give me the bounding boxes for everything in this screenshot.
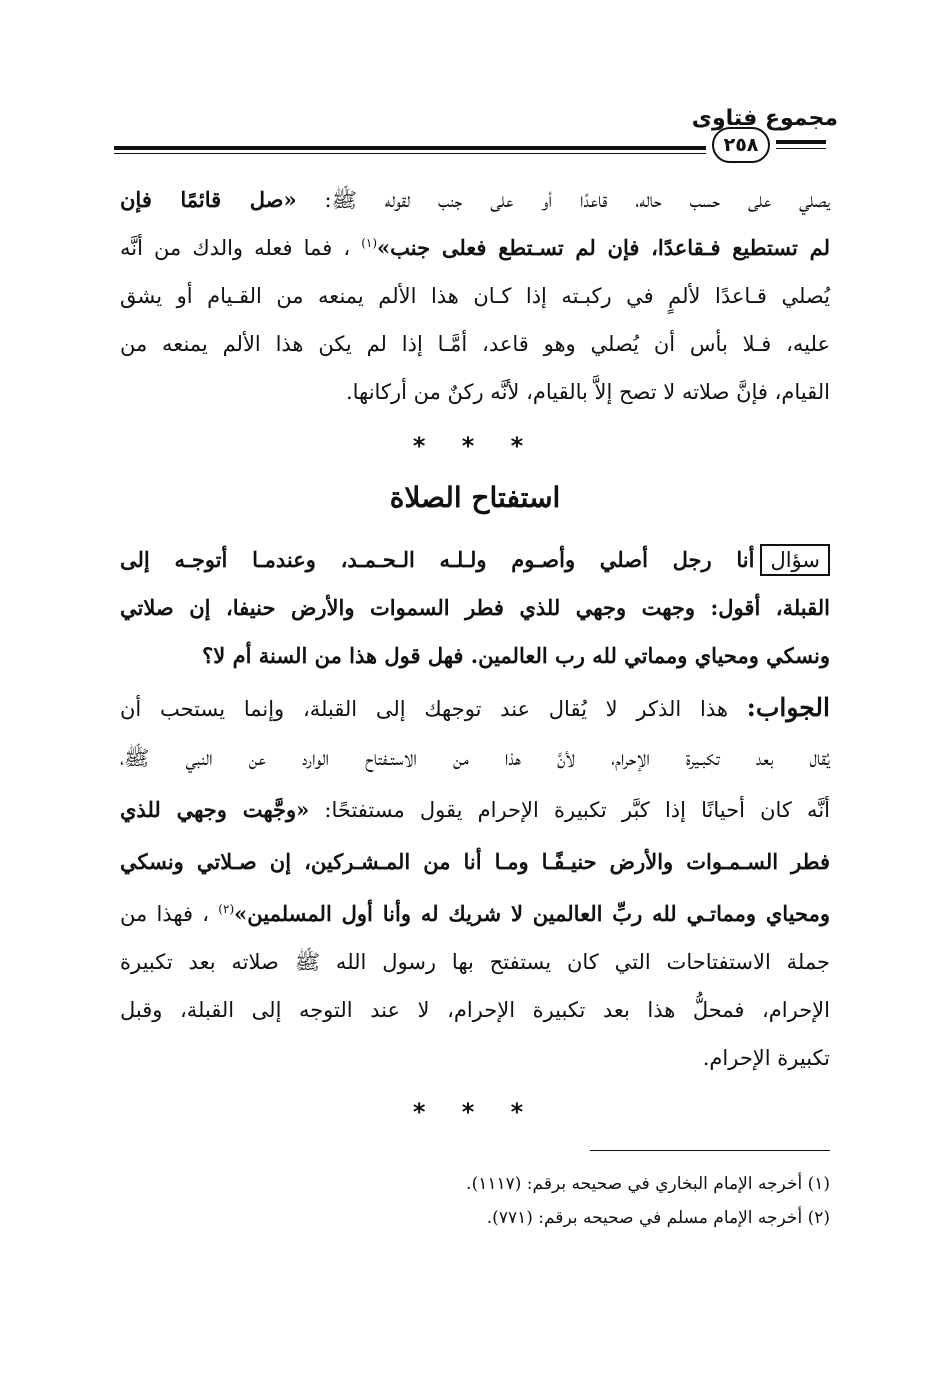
text-run: يصلي على حسب حاله، قاعدًا أو على جنب لقوله ﷺ:: [296, 188, 830, 212]
section-separator: * * *: [412, 432, 538, 460]
text-run: ، فهذا من: [120, 902, 219, 926]
section-title: استفتاح الصلاة: [389, 481, 561, 514]
question-label-box: سؤال: [760, 544, 830, 576]
answer-line: جملة الاستفتاحات التي كان يستفتح بها رسول الله ﷺ صلاته بعد تكبيرة: [120, 950, 830, 974]
header-rule: [114, 146, 706, 150]
hadith-quote: «وجَّهت وجهي للذي: [120, 797, 310, 822]
header-rule-thin: [114, 153, 706, 154]
text-run: أنَّه كان أحيانًا إذا كبَّر تكبيرة الإحرام يقول مستفتحًا:: [309, 798, 830, 822]
running-header-title: مجموع فتاوى: [691, 106, 838, 131]
header-rule-right: [776, 140, 826, 144]
answer-line: تكبيرة الإحرام.: [702, 1046, 830, 1070]
hadith-quote: ومحياي ومماتـي لله ربِّ العالمين لا شريك له وأنا أول المسلمين»: [234, 901, 830, 926]
answer-line: فطر السـمـوات والأرض حنيـفًـا ومـا أنا من المـشـركين، إن صـلاتي ونسكي: [120, 849, 830, 874]
question-line: القبلة، أقول: وجهت وجهي للذي فطر السموات والأرض حنيفا، إن صلاتي: [120, 595, 830, 620]
answer-line: [120, 894, 830, 934]
paragraph-line: عليه، فـلا بأس أن يُصلي وهو قاعد، أمَّـا إذا لم يكن هذا الألم يمنعه من: [120, 332, 830, 356]
answer-line: [120, 790, 830, 830]
question-text: أنا رجل أصلي وأصـوم ولـلـه الـحـمـد، وعندمـا أتوجـه إلى: [120, 547, 755, 572]
hadith-quote: لم تستطيع فـقاعدًا، فإن لم تسـتطع فعلى جنب»: [377, 235, 830, 260]
header-rule-right-thin: [776, 148, 826, 149]
section-separator: * * *: [412, 1098, 538, 1126]
question-line: [120, 540, 830, 580]
footnote: (٢) أخرجه الإمام مسلم في صحيحه برقم: (٧٧١).: [486, 1208, 830, 1228]
paragraph-line: يُصلي قـاعدًا لألمٍ في ركبـته إذا كـان هذا الألم يمنعه من القـيام أو يشق: [120, 284, 830, 308]
answer-line: الإحرام، فمحلُّ هذا بعد تكبيرة الإحرام، لا عند التوجه إلى القبلة، وقبل: [120, 998, 830, 1022]
paragraph-line: [120, 228, 830, 268]
text-run: هذا الذكر لا يُقال عند توجهك إلى القبلة، وإنما يستحب أن: [120, 697, 747, 721]
footnote-rule: [590, 1150, 830, 1151]
question-line: ونسكي ومحياي ومماتي لله رب العالمين. فهل قول هذا من السنة أم لا؟: [202, 643, 830, 668]
page-number-badge: ٢٥٨: [712, 127, 770, 163]
hadith-quote: «صل قائمًا فإن: [120, 187, 297, 212]
answer-line: [120, 688, 830, 728]
footnote-ref: (٢): [218, 902, 235, 916]
paragraph-line: القيام، فإنَّ صلاته لا تصح إلاَّ بالقيام، لأنَّه ركنٌ من أركانها.: [345, 380, 830, 404]
answer-line: يُقال بعد تكبـيرة الإحرام، لأنَّ هذا من الاستـفتاح الوارد عن النبي ﷺ،: [120, 746, 830, 770]
footnote-ref: (١): [361, 236, 378, 250]
footnote: (١) أخرجه الإمام البخاري في صحيحه برقم: (١١١٧).: [466, 1174, 830, 1194]
answer-label: الجواب:: [746, 693, 830, 722]
paragraph-line: [120, 180, 830, 220]
text-run: ، فما فعله والدك من أنَّه: [120, 236, 362, 260]
